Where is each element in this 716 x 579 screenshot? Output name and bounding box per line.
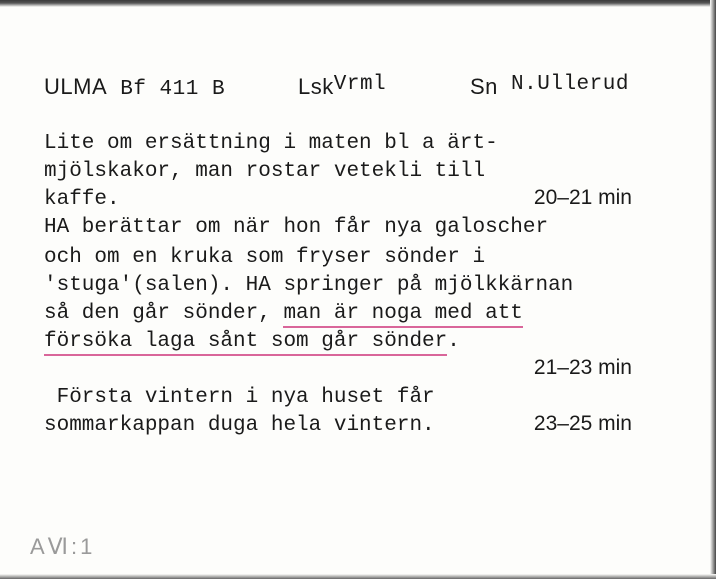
text-line: och om en kruka som fryser sönder i: [44, 246, 486, 269]
highlighted-text: försöka laga sånt som går sönder: [44, 330, 447, 356]
socken-field: [470, 74, 629, 101]
landskap-field: [298, 74, 386, 101]
text-segment: så den går sönder,: [44, 302, 284, 325]
text-line: [44, 300, 523, 328]
highlighted-text: man är noga med att: [283, 302, 522, 328]
archive-reference: [44, 74, 225, 101]
landskap-value: Vrml: [333, 73, 387, 96]
landskap-label: Lsk: [298, 74, 334, 99]
card-bottom-edge: [0, 574, 716, 579]
time-stamp: 20–21 min: [533, 186, 632, 209]
time-stamp: 21–23 min: [533, 356, 632, 379]
socken-label: Sn: [470, 74, 498, 99]
text-line: Första vintern i nya huset får: [44, 386, 435, 409]
archive-stamp: ULMA: [44, 74, 108, 99]
text-line: kaffe.: [44, 188, 120, 211]
archive-number: Bf 411 B: [120, 78, 226, 101]
text-line: 'stuga'(salen). HA springer på mjölkkärnan: [44, 274, 574, 297]
text-line: HA berättar om när hon får nya galoscher: [44, 216, 549, 239]
text-line: mjölskakor, man rostar vetekli till: [44, 160, 486, 183]
socken-value: N.Ullerud: [511, 73, 629, 96]
text-segment: .: [447, 330, 460, 353]
text-line: sommarkappan duga hela vintern.: [44, 414, 435, 437]
pencil-note: AⅥ:1: [30, 534, 96, 559]
time-stamp: 23–25 min: [533, 412, 632, 435]
card-top-edge: [0, 0, 716, 10]
text-line: [44, 328, 460, 356]
card-right-edge: [710, 0, 716, 579]
text-line: Lite om ersättning i maten bl a ärt-: [44, 132, 498, 155]
